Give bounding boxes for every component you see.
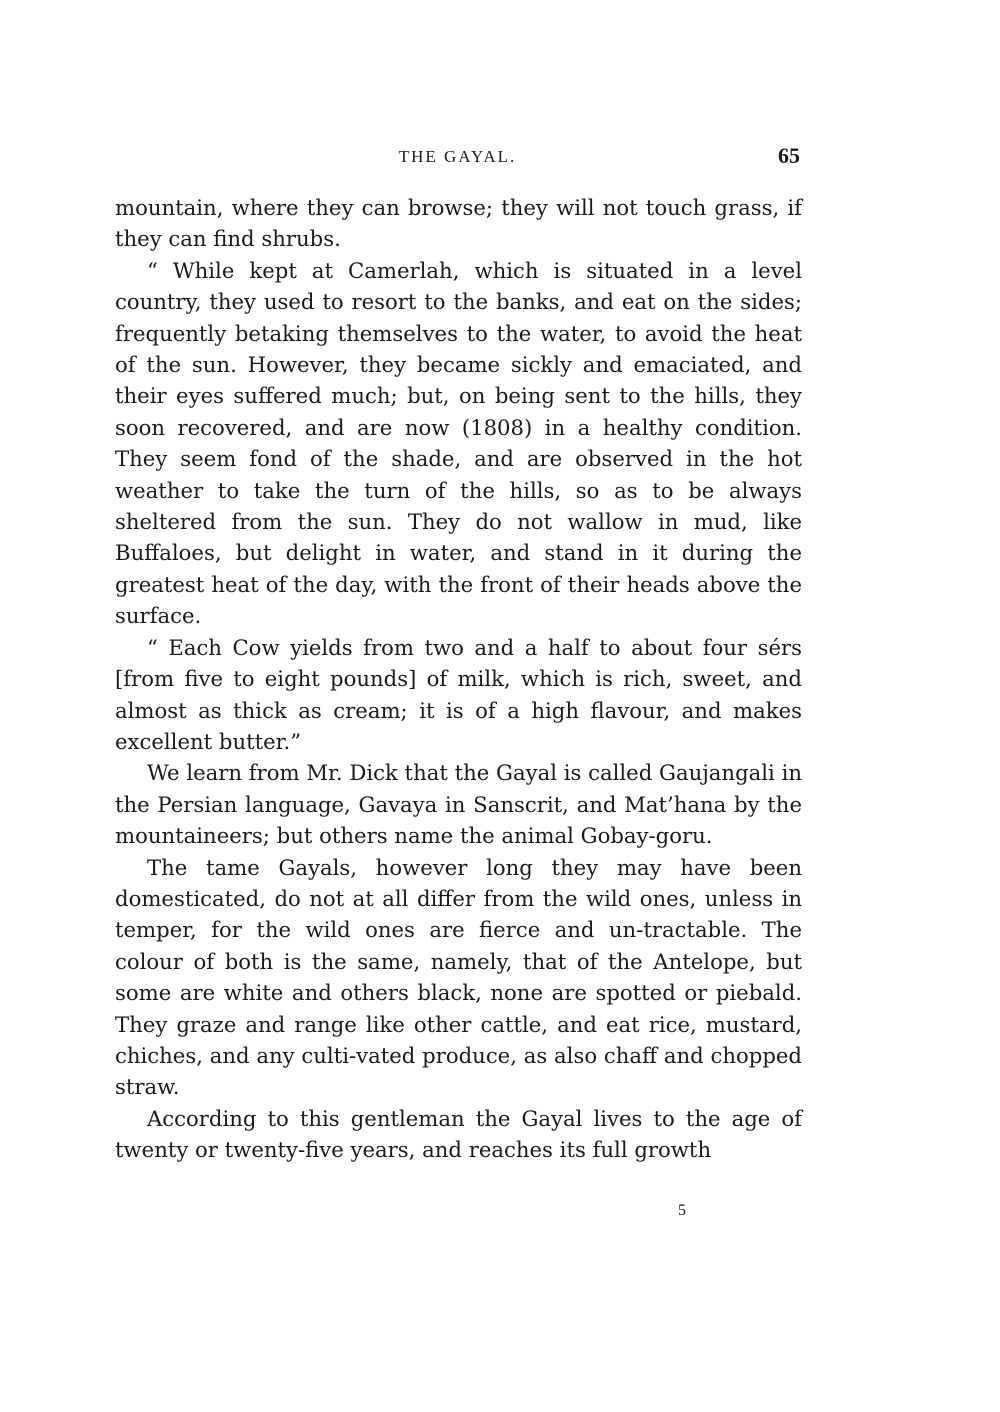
page-number: 65 xyxy=(778,143,800,168)
paragraph-quote-milk: “ Each Cow yields from two and a half to about four sérs [from five to eight pounds] of milk, which is rich, sweet, and almost as thick as cream; it is of a high flavour, and makes excellent butter.” xyxy=(115,634,802,754)
body-text xyxy=(115,192,802,1166)
paragraph-continuation: mountain, where they can browse; they will not touch grass, if they can find shrubs. xyxy=(115,195,802,252)
running-title: THE GAYAL. xyxy=(398,147,517,166)
signature-mark: 5 xyxy=(678,1202,686,1219)
paragraph-quote-camerlah: “ While kept at Camerlah, which is situated in a level country, they used to resort to the banks, and eat on the sides; frequently betaking themselves to the water, to avoid the heat of the sun. However, they became sickly and emaciated, and their eyes suffered much; but, on being sent to the hills, they soon recovered, and are now (1808) in a healthy condition. They seem fond of the shade, and are observed in the hot weather to take the turn of the hills, so as to be always sheltered from the sun. They do not wallow in mud, like Buffaloes, but delight in water, and stand in it during the greatest heat of the day, with the front of their heads above the surface. xyxy=(115,257,802,629)
paragraph-lifespan: According to this gentleman the Gayal lives to the age of twenty or twenty-five years, and reaches its full growth xyxy=(115,1105,802,1163)
running-head xyxy=(115,143,800,173)
paragraph-tame-gayals: The tame Gayals, however long they may have been domesticated, do not at all differ from the wild ones, unless in temper, for the wild ones are fierce and un-tractable. The colour of both is the same, namely, that of the Antelope, but some are white and others black, none are spotted or piebald. They graze and range like other cattle, and eat rice, mustard, chiches, and any culti-vated produce, as also chaff and chopped straw. xyxy=(115,854,802,1100)
paragraph-names: We learn from Mr. Dick that the Gayal is called Gaujangali in the Persian language, Gavaya in Sanscrit, and Mat’hana by the mountaineers; but others name the animal Gobay-goru. xyxy=(115,760,802,849)
